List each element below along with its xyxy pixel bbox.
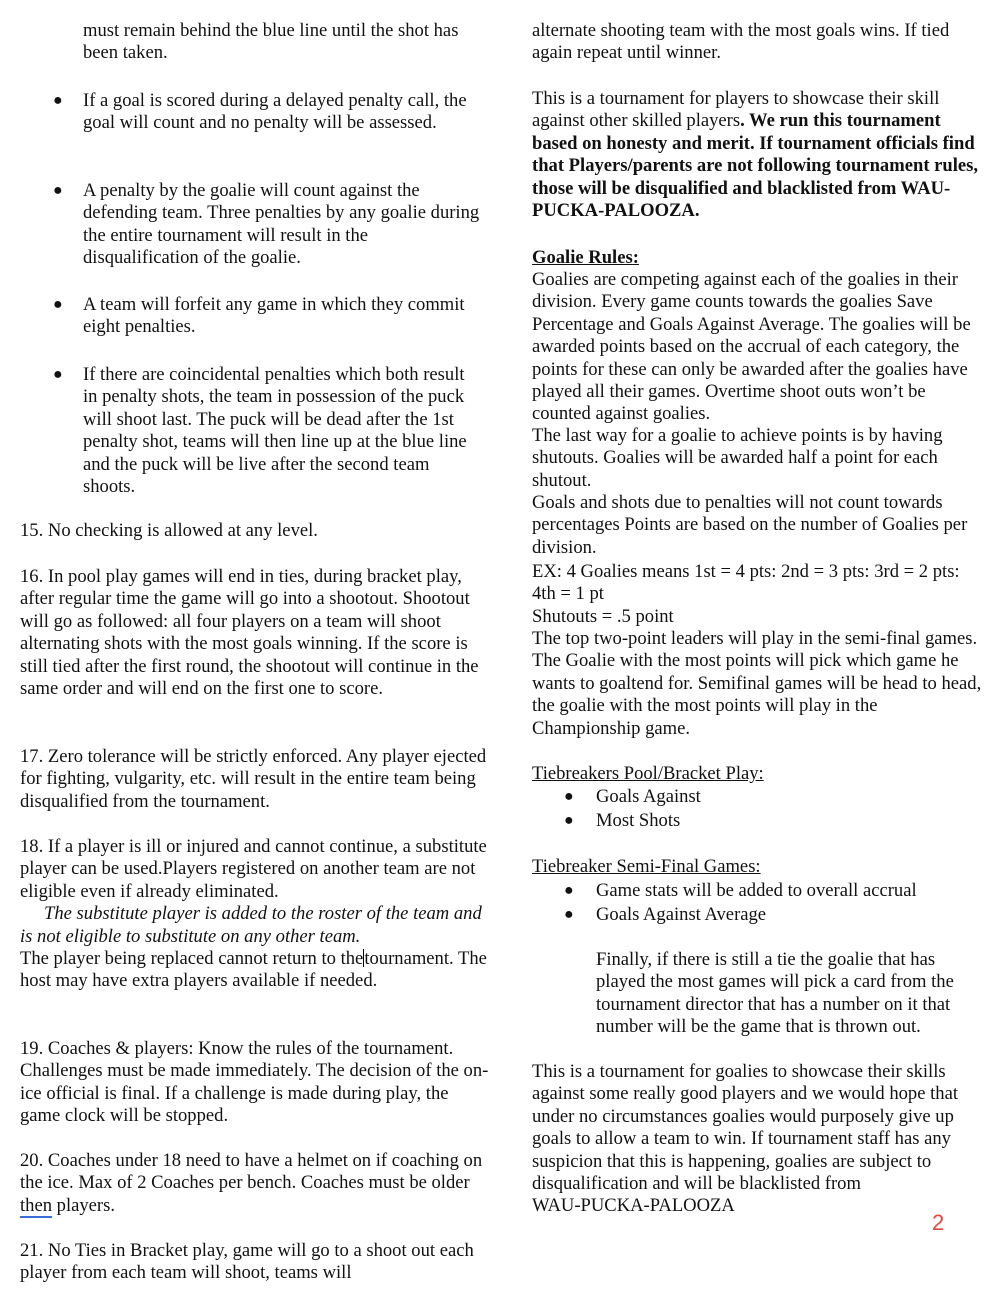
spellcheck-flagged-word[interactable]: then <box>20 1194 53 1216</box>
goalie-rules-paragraph: Goals and shots due to penalties will not count towards percentages Points are based on the number of Goalies per division. <box>532 492 968 558</box>
continuation-text: alternate shooting team with the most goals wins. If tied again repeat until winner. <box>532 20 950 64</box>
bullet-icon: ● <box>564 882 574 899</box>
rule-19: 19. Coaches & players: Know the rules of the tournament. Challenges must be made immediately. The decision of the on-ice official is final. If a challenge is made during play, the game clock will be stopped. <box>20 1038 489 1127</box>
tiebreakers-semi-heading: Tiebreaker Semi-Final Games: <box>532 856 761 877</box>
bullet-icon: ● <box>53 92 63 109</box>
tiebreakers-pool-heading: Tiebreakers Pool/Bracket Play: <box>532 763 764 784</box>
rule-17: 17. Zero tolerance will be strictly enforced. Any player ejected for fighting, vulgarity, etc. will result in the entire team being disqualified from the tournament. <box>20 746 487 812</box>
rule-21: 21. No Ties in Bracket play, game will go to a shoot out each player from each team will shoot, teams will <box>20 1240 474 1284</box>
rule-18 <box>20 836 490 993</box>
bullet-icon: ● <box>564 812 574 829</box>
shutout-points: Shutouts = .5 point <box>532 606 674 627</box>
points-example: EX: 4 Goalies means 1st = 4 pts: 2nd = 3 pts: 3rd = 2 pts: 4th = 1 pt <box>532 561 960 605</box>
player-showcase-paragraph: This is a tournament for players to showcase their skill against other skilled players. We run this tournament based on honesty and merit. If tournament officials find that Players/parents are not following tournament rules, those will be disqualified and blacklisted from WAU-PUCKA-PALOOZA. <box>532 88 979 222</box>
bullet-text: A team will forfeit any game in which they commit eight penalties. <box>83 294 465 338</box>
goalie-rules-heading: Goalie Rules: <box>532 247 639 268</box>
bullet-icon: ● <box>53 366 63 383</box>
tiebreaker-final-note: Finally, if there is still a tie the goalie that has played the most games will pick a card from the tournament director that has a number on it that number will be the game that is thrown out. <box>596 949 954 1038</box>
rule-20: 20. Coaches under 18 need to have a helmet on if coaching on the ice. Max of 2 Coaches per bench. Coaches must be older then players. <box>20 1150 483 1216</box>
goalie-rules-paragraph: The top two-point leaders will play in the semi-final games. The Goalie with the most points will pick which game he wants to goaltend for. Semifinal games will be head to head, the goalie with the most points will play in the Championship game. <box>532 628 982 739</box>
bullet-icon: ● <box>53 296 63 313</box>
rule-18-continuation: The player being replaced cannot return to thetournament. The host may have extra players available if needed. <box>20 948 487 992</box>
rule-16: 16. In pool play games will end in ties, during bracket play, after regular time the game will go into a shootout. Shootout will go as followed: all four players on a team will shoot alternating shots with the most goals winning. If the score is still tied after the first round, the shootout will continue in the same order and will end on the first one to score. <box>20 566 479 700</box>
rule-18-italic-note: The substitute player is added to the roster of the team and is not eligible to substitute on any other team. <box>20 903 482 947</box>
bullet-icon: ● <box>53 182 63 199</box>
bullet-text: If there are coincidental penalties which both result in penalty shots, the team in possession of the puck will shoot last. The puck will be dead after the 1st penalty shot, teams will then line up at the blue line and the puck will be live after the second team shoots. <box>83 364 467 498</box>
page-number: 2 <box>932 1210 945 1235</box>
rule-15: 15. No checking is allowed at any level. <box>20 520 318 541</box>
bullet-icon: ● <box>564 906 574 923</box>
bullet-text: A penalty by the goalie will count against the defending team. Three penalties by any goalie during the entire tournament will result in the disqualification of the goalie. <box>83 180 480 269</box>
goalie-rules-paragraph: The last way for a goalie to achieve points is by having shutouts. Goalies will be awarded half a point for each shutout. <box>532 425 943 491</box>
bullet-icon: ● <box>564 788 574 805</box>
goalie-showcase-paragraph: This is a tournament for goalies to showcase their skills against some really good players and we would hope that under no circumstances goalies would purposely give up goals to allow a team to win. If tournament staff has any suspicion that this is happening, goalies are subject to disqualification and will be blacklisted from WAU-PUCKA-PALOOZA <box>532 1061 958 1217</box>
continuation-text: must remain behind the blue line until the shot has been taken. <box>83 20 459 64</box>
bullet-text: If a goal is scored during a delayed penalty call, the goal will count and no penalty will be assessed. <box>83 90 467 134</box>
rule-18-text: 18. If a player is ill or injured and cannot continue, a substitute player can be used.Players registered on another team are not eligible even if already eliminated. <box>20 836 487 902</box>
goalie-rules-paragraph: Goalies are competing against each of the goalies in their division. Every game counts towards the goalies Save Percentage and Goals Against Average. The goalies will be awarded points based on the accrual of each category, the points for these can only be awarded after the goalies have played all their games. Overtime shoot outs won’t be counted against goalies. <box>532 269 971 425</box>
